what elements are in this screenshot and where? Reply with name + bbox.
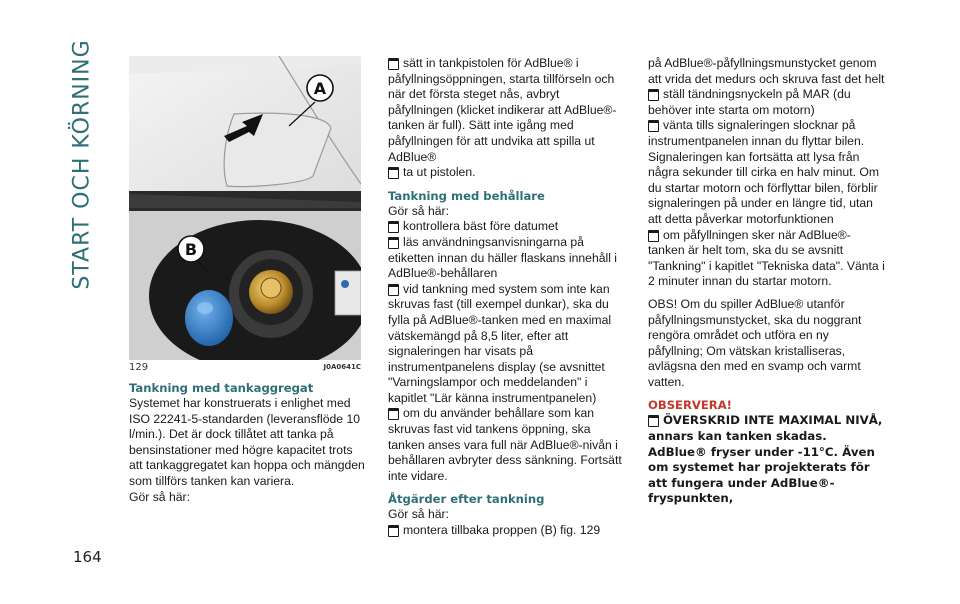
checkbox-bullet-icon bbox=[648, 120, 659, 130]
list-item: om du använder behållare som kan skruvas fast vid tankens öppning, ska tanken anses vara full när AdBlue®-nivån i behållaren avbryter dess sänkning. Fortsätt inte vidare. bbox=[388, 406, 622, 483]
chapter-title bbox=[56, 38, 108, 290]
list-item: montera tillbaka proppen (B) fig. 129 bbox=[388, 523, 624, 539]
figure-caption bbox=[129, 362, 361, 374]
list-item: ställ tändningsnyckeln på MAR (du behöver inte starta om motorn) bbox=[648, 87, 851, 117]
column-1 bbox=[129, 380, 365, 505]
list-item: om påfyllningen sker när AdBlue®-tanken är helt tom, ska du se avsnitt "Tankning" i kapitlet "Tekniska data". Vänta i 2 minuter innan du startar motorn. bbox=[648, 227, 885, 289]
intro-text: Gör så här: bbox=[388, 507, 449, 522]
paragraph-iso: Systemet har konstruerats i enlighet med ISO 22241-5-standarden (leveransflöde 10 l/min.). Det är dock tillåtet att tanka på bensinstationer med högre kapacitet trots att tankaggregatet kan hoppa och mängden som tillförs tanken kan variera. bbox=[129, 396, 365, 488]
label-a: A bbox=[313, 79, 327, 98]
checkbox-bullet-icon bbox=[388, 408, 399, 418]
warning-text: ÖVERSKRID INTE MAXIMAL NIVÅ, annars kan tanken skadas. AdBlue® fryser under -11°C. Även om systemet har projekterats för att fungera under AdBlue®-fryspunkten, bbox=[648, 413, 883, 506]
checkbox-bullet-icon bbox=[388, 221, 399, 231]
column-2 bbox=[388, 56, 624, 539]
label-sticker bbox=[335, 271, 361, 315]
checkbox-bullet-icon bbox=[388, 284, 399, 294]
figure-code: J0A0641C bbox=[323, 363, 361, 371]
checkbox-bullet-icon bbox=[648, 415, 659, 425]
list-item: läs användningsanvisningarna på etiketten innan du häller flaskans innehåll i AdBlue®-behållaren bbox=[388, 234, 618, 281]
checkbox-bullet-icon bbox=[388, 525, 399, 535]
checkbox-bullet-icon bbox=[388, 237, 399, 247]
paragraph-continued: på AdBlue®-påfyllningsmunstycket genom att vrida det medurs och skruva fast det helt bbox=[648, 56, 885, 86]
cap-b bbox=[185, 290, 233, 346]
chapter-title-text: START OCH KÖRNING bbox=[69, 38, 95, 290]
list-item: vänta tills signaleringen slocknar på instrumentpanelen innan du flyttar bilen. Signaleringen kan fortsätta att lysa från några sekunder till cirka en halv minut. Om du startar motorn och förflyttar bilen, förblir signaleringen på under en längre tid, utan att detta påverkar motorfunktionen bbox=[648, 118, 879, 226]
checkbox-bullet-icon bbox=[648, 89, 659, 99]
list-item: vid tankning med system som inte kan skruvas fast (till exempel dunkar), ska du fylla på AdBlue®-tanken med en maximal vätskemängd på 8,5 liter, efter att signaleringen har visats på instrumentpanelens display (se avsnittet "Varningslampor och meddelanden" i kapitlet "Lär känna instrumentpanelen) bbox=[388, 281, 612, 405]
intro-text: Gör så här: bbox=[129, 489, 190, 504]
column-3 bbox=[648, 56, 886, 507]
list-item: sätt in tankpistolen för AdBlue® i påfyllningsöppningen, starta tillförseln och när det första steget nås, avbryt påfyllningen (klicket indikerar att AdBlue®-tanken är full). Sätt inte igång med påfyllningen för att undvika att spilla ut AdBlue® bbox=[388, 56, 617, 164]
heading-efter-tankning: Åtgärder efter tankning bbox=[388, 492, 545, 507]
figure-adblue-filler bbox=[129, 56, 361, 360]
checkbox-bullet-icon bbox=[388, 167, 399, 177]
adblue-filler-illustration bbox=[129, 56, 361, 360]
paragraph-obs: OBS! Om du spiller AdBlue® utanför påfyllningsmunstycket, ska du noggrant rengöra området och utföra en ny påfyllning; Om vätskan kristalliseras, avlägsna den med en svamp och varmt vatten. bbox=[648, 296, 862, 389]
list-item: ta ut pistolen. bbox=[388, 165, 624, 181]
heading-behallare: Tankning med behållare bbox=[388, 188, 545, 203]
heading-observera: OBSERVERA! bbox=[648, 398, 732, 413]
label-b: B bbox=[184, 240, 198, 259]
intro-text: Gör så här: bbox=[388, 203, 449, 218]
checkbox-bullet-icon bbox=[388, 58, 399, 68]
heading-tankaggregat: Tankning med tankaggregat bbox=[129, 381, 314, 395]
figure-number: 129 bbox=[129, 362, 149, 373]
page-number: 164 bbox=[73, 548, 102, 566]
checkbox-bullet-icon bbox=[648, 230, 659, 240]
list-item: kontrollera bäst före datumet bbox=[388, 219, 624, 235]
